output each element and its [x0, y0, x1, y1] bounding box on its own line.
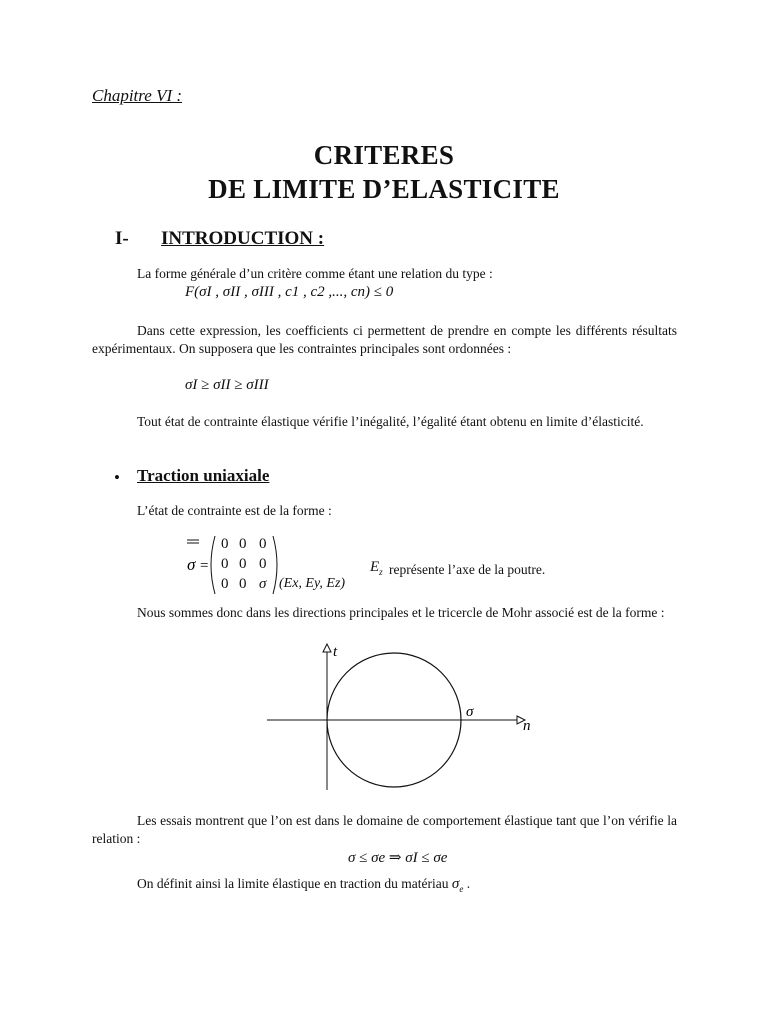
paragraph-7: On définit ainsi la limite élastique en traction du matériau $\sigma_e$ . [137, 876, 471, 894]
n-axis-label: n [523, 718, 531, 734]
paragraph-5: Nous sommes donc dans les directions principales et le tricercle de Mohr associé est de la forme : [137, 605, 665, 620]
bullet-icon: • [114, 468, 120, 487]
matrix-r2c0: 0 [221, 576, 229, 592]
matrix-r2c2: σ [259, 576, 267, 592]
matrix-r0c1: 0 [239, 536, 247, 552]
paragraph-1: La forme générale d’un critère comme étant une relation du type : [137, 266, 493, 281]
matrix-basis: (Ex, Ey, Ez) [279, 576, 346, 591]
mohr-circle-diagram [255, 638, 545, 798]
equation-elastic-limit: σ ≤ σe ⇒ σI ≤ σe [348, 850, 448, 866]
matrix-r0c0: 0 [221, 536, 229, 552]
sigma-point-label: σ [466, 704, 474, 720]
title-line2: DE LIMITE D’ELASTICITE [208, 174, 560, 204]
chapter-label: Chapitre VI : [92, 86, 183, 105]
sigma-symbol: σ [187, 555, 196, 574]
stress-matrix [185, 532, 375, 598]
left-paren [211, 536, 215, 594]
matrix-r2c1: 0 [239, 576, 247, 592]
matrix-r1c1: 0 [239, 556, 247, 572]
t-axis-label: t [333, 644, 338, 660]
matrix-r1c0: 0 [221, 556, 229, 572]
subsection-title: Traction uniaxiale [137, 466, 270, 485]
section-title: INTRODUCTION : [161, 228, 325, 249]
section-number: I- [115, 228, 129, 249]
equation-criterion: F(σI , σII , σIII , c1 , c2 ,..., cn) ≤ 0 [185, 284, 394, 300]
matrix-r1c2: 0 [259, 556, 267, 572]
paragraph-7-text: On définit ainsi la limite élastique en traction du matériau [137, 876, 449, 891]
right-paren [273, 536, 277, 594]
paragraph-3: Tout état de contrainte élastique vérifie l’inégalité, l’égalité étant obtenu en limite d’élasticité. [137, 414, 644, 429]
ez-note: représente l’axe de la poutre. [389, 562, 546, 577]
paragraph-6: Les essais montrent que l’on est dans le domaine de comportement élastique tant que l’on vérifie la relation : [92, 813, 677, 846]
ez-symbol: $E_z$ [370, 559, 383, 577]
paragraph-4: L’état de contrainte est de la forme : [137, 503, 332, 518]
title-line1: CRITERES [313, 140, 455, 170]
sigma-e-symbol: $\sigma_e$ [451, 876, 464, 894]
paragraph-2: Dans cette expression, les coefficients ci permettent de prendre en compte les différents résultats expérimentaux. On supposera que les contraintes principales sont ordonnées : [92, 323, 677, 356]
matrix-r0c2: 0 [259, 536, 267, 552]
equals-sign: = [200, 558, 209, 574]
t-axis-arrow-icon [323, 644, 331, 652]
equation-order: σI ≥ σII ≥ σIII [185, 377, 269, 393]
